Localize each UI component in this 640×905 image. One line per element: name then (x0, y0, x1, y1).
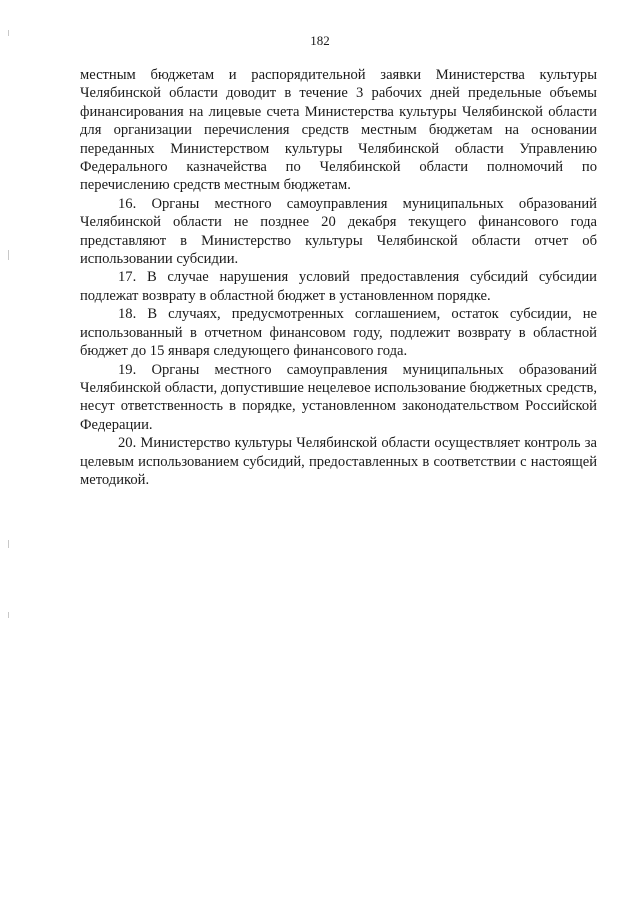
page-number: 182 (310, 33, 330, 48)
paragraph-continuation: местным бюджетам и распорядительной заявки Министерства культуры Челябинской области доводит в течение 3 рабочих дней предельные объемы финансирования на лицевые счета Министерства культуры Челябинской области для организации перечисления средств местным бюджетам на основании переданных Министерством культуры Челябинской области Управлению Федерального казначейства по Челябинской области полномочий по перечислению средств местным бюджетам. (80, 67, 597, 194)
paragraph-item-19: 19. Органы местного самоуправления муниципальных образований Челябинской области, допустившие нецелевое использование бюджетных средств, несут ответственность в порядке, установленном законодательством Российской Федерации. (80, 361, 597, 433)
scan-artifact (8, 612, 9, 618)
paragraph-item-16: 16. Органы местного самоуправления муниципальных образований Челябинской области не позднее 20 декабря текущего финансового года представляют в Министерство культуры Челябинской области отчет об использовании субсидии. (80, 195, 597, 268)
paragraph-item-20: 20. Министерство культуры Челябинской области осуществляет контроль за целевым использованием субсидий, предоставленных в соответствии с настоящей методикой. (80, 435, 597, 488)
scan-artifact (8, 540, 9, 548)
scan-artifact (8, 250, 9, 260)
document-body (80, 66, 597, 489)
paragraph-item-17: 17. В случае нарушения условий предоставления субсидий субсидии подлежат возврату в областной бюджет в установленном порядке. (80, 269, 597, 304)
paragraph-item-18: 18. В случаях, предусмотренных соглашением, остаток субсидии, не использованный в отчетном финансовом году, подлежит возврату в областной бюджет до 15 января следующего финансового года. (80, 306, 597, 360)
